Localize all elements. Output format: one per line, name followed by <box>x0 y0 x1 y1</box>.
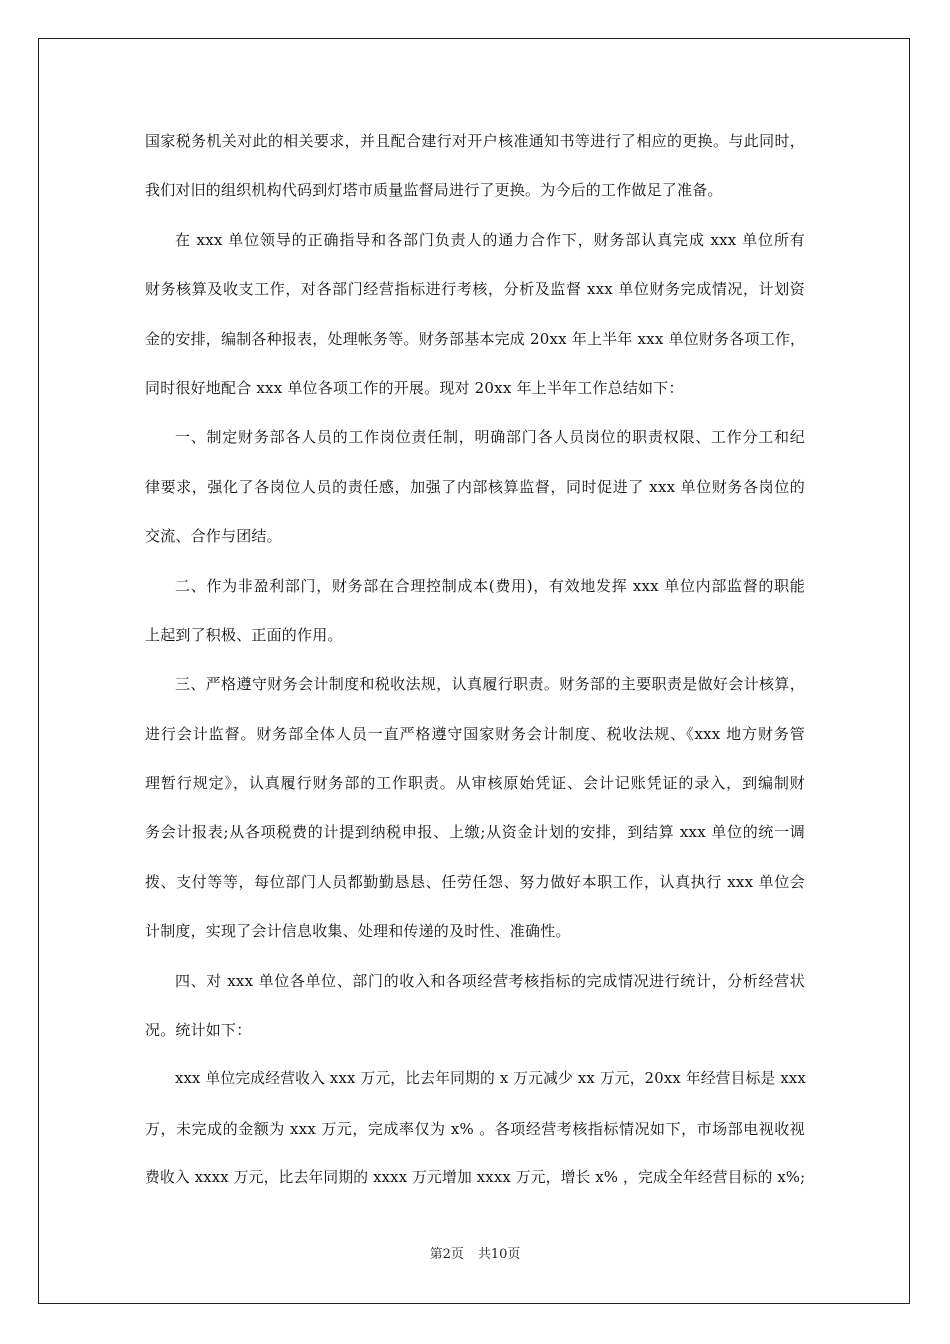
text-line: 费收入 xxxx 万元，比去年同期的 xxxx 万元增加 xxxx 万元，增长 x% ，完成全年经营目标的 x%; <box>145 1169 806 1187</box>
text-line: 万，未完成的金额为 xxx 万元，完成率仅为 x% 。各项经营考核指标情况如下，市场部电视收视 <box>145 1119 805 1138</box>
text-line: 进行会计监督。财务部全体人员一直严格遵守国家财务会计制度、税收法规、《xxx 地方财务管 <box>145 724 805 743</box>
text-line: 一、制定财务部各人员的工作岗位责任制，明确部门各人员岗位的职责权限、工作分工和纪 <box>175 428 805 447</box>
text-line: 三、严格遵守财务会计制度和税收法规，认真履行职责。财务部的主要职责是做好会计核算， <box>175 675 805 694</box>
text-line: 务会计报表;从各项税费的计提到纳税申报、上缴;从资金计划的安排，到结算 xxx 单位的统一调 <box>145 823 805 842</box>
text-line: 交流、合作与团结。 <box>145 527 282 546</box>
text-line: 上起到了积极、正面的作用。 <box>145 625 343 644</box>
text-line: 我们对旧的组织机构代码到灯塔市质量监督局进行了更换。为今后的工作做足了准备。 <box>145 181 723 200</box>
text-line: 金的安排，编制各种报表，处理帐务等。财务部基本完成 20xx 年上半年 xxx 单位财务各项工作， <box>145 329 806 348</box>
text-line: 财务核算及收支工作，对各部门经营指标进行考核，分析及监督 xxx 单位财务完成情况，计划资 <box>145 280 805 299</box>
page-footer <box>0 1243 950 1262</box>
text-line: 二、作为非盈利部门，财务部在合理控制成本(费用)，有效地发挥 xxx 单位内部监督的职能 <box>175 576 805 595</box>
document-body <box>145 123 805 1210</box>
text-line: 计制度，实现了会计信息收集、处理和传递的及时性、准确性。 <box>145 922 571 941</box>
text-line: 况。统计如下： <box>145 1021 252 1040</box>
text-line: 国家税务机关对此的相关要求，并且配合建行对开户核准通知书等进行了相应的更换。与此同时， <box>145 132 805 150</box>
text-line: 四、对 xxx 单位各单位、部门的收入和各项经营考核指标的完成情况进行统计，分析经营状 <box>175 971 805 990</box>
page-total: 共10页 <box>477 1247 521 1262</box>
page-number: 第2页 <box>429 1247 464 1262</box>
text-line: 同时很好地配合 xxx 单位各项工作的开展。现对 20xx 年上半年工作总结如下： <box>145 378 684 397</box>
text-line: 在 xxx 单位领导的正确指导和各部门负责人的通力合作下，财务部认真完成 xxx 单位所有 <box>175 230 805 249</box>
text-line: 律要求，强化了各岗位人员的责任感，加强了内部核算监督，同时促进了 xxx 单位财务各岗位的 <box>145 477 805 496</box>
text-line: xxx 单位完成经营收入 xxx 万元，比去年同期的 x 万元减少 xx 万元，20xx 年经营目标是 xxx <box>175 1070 806 1088</box>
text-line: 理暂行规定》，认真履行财务部的工作职责。从审核原始凭证、会计记账凭证的录入，到编制财 <box>145 774 805 793</box>
text-line: 拨、支付等等，每位部门人员都勤勤恳恳、任劳任怨、努力做好本职工作，认真执行 xxx 单位会 <box>145 872 805 891</box>
